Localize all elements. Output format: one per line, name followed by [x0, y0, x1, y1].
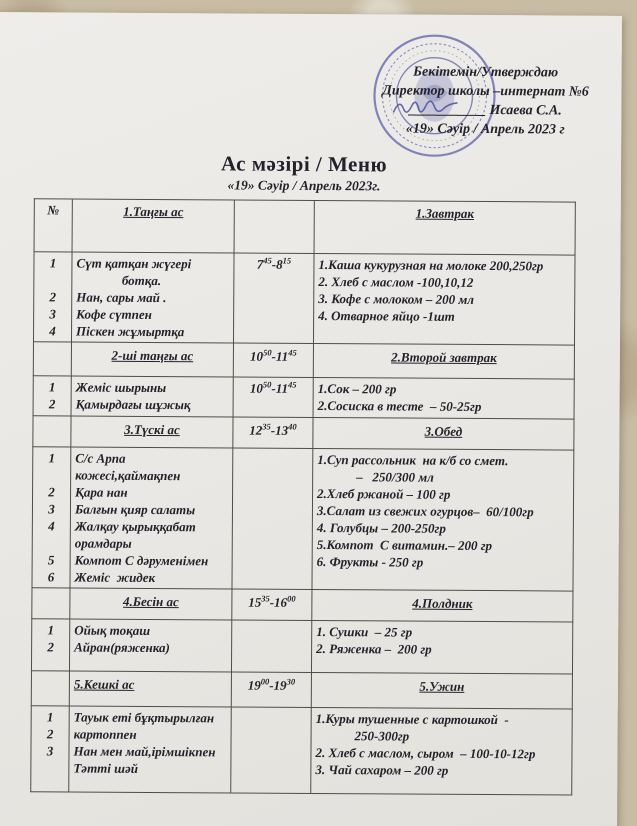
- section-title-ru: 3.Обед: [313, 417, 574, 450]
- time-range: $10^{50}-11^{45}$: [233, 343, 313, 377]
- table-row-snack-header: [32, 588, 573, 622]
- time-range: $19^{00}-19^{30}$: [231, 672, 311, 707]
- paper-document: [0, 12, 622, 826]
- page-title: Ас мәзірі / Меню: [221, 151, 388, 177]
- col-russian-header: [314, 200, 575, 255]
- section-title-ru: 4.Полдник: [312, 589, 573, 622]
- dishes-russian: 1.Куры тушенные с картошкой - 250-300гр 2. Хлеб с маслом, сыром – 100-10-12гр 3. Чай сахаром – 200 гр: [311, 707, 573, 795]
- col-kazakh-header: [72, 199, 234, 253]
- table-row-snack-items: [31, 619, 572, 674]
- director-name: Исаева С.А.: [489, 103, 562, 119]
- dishes-russian: 1.Суп рассольник на к/б со смет. – 250/300 мл 2.Хлеб ржаной – 100 гр 3.Салат из свежих огурцов– 60/100гр 4. Голубцы – 200-250гр 5.Компот С витамин.– 200 гр 6. Фрукты - 250 гр: [312, 448, 574, 591]
- page-subtitle: «19» Сәуір / Апрель 2023г.: [227, 177, 381, 194]
- empty-time-cell: [232, 448, 313, 589]
- table-row-second-breakfast-header: [33, 342, 574, 379]
- empty-cell: [33, 342, 71, 376]
- dishes-kazakh: С/с Арпа кожесі,қаймақпен Қара нан Балғын қияр салаты Жалқау қырыққабат орамдары Компот С дәруменімен Жеміс жидек: [70, 447, 233, 589]
- dishes-kazakh: Жеміс шырыны Қамырдағы шұжық: [71, 376, 233, 417]
- section-title-ru: 1.Завтрак: [415, 205, 475, 221]
- table-row-breakfast-items: [33, 252, 575, 345]
- signature-scribble: [389, 94, 461, 120]
- table-row-second-breakfast-items: [33, 376, 574, 419]
- section-title-ru: 2.Второй завтрак: [313, 343, 574, 379]
- dishes-kazakh: Сүт қатқан жүгері ботқа. Нан, сары май . Кофе сүтпен Піскен жұмыртқа: [71, 252, 234, 343]
- empty-cell: [31, 671, 69, 706]
- table-row-column-header: [34, 199, 575, 255]
- signature-underscores: ___________: [408, 102, 487, 119]
- section-title-kk: 4.Бесін ас: [70, 588, 232, 620]
- approval-date: «19» Сәуір / Апрель 2023 г: [405, 121, 565, 138]
- director-line: Директор школы –интернат №6: [382, 83, 589, 100]
- col-number-header: №: [34, 199, 72, 252]
- table-row-dinner-header: [31, 671, 572, 709]
- item-numbers: 1 2 3: [31, 706, 70, 792]
- section-title-kk: 1.Таңғы ас: [123, 203, 184, 220]
- table-row-lunch-items: [32, 447, 574, 591]
- time-range: $12^{35}-13^{40}$: [233, 417, 313, 448]
- section-title-kk: 3.Түскі ас: [71, 416, 233, 448]
- empty-cell: [32, 588, 70, 619]
- section-title-ru: 5.Ужин: [311, 672, 572, 709]
- table-row-lunch-header: [33, 416, 574, 450]
- time-range: $15^{35}-16^{00}$: [232, 589, 312, 620]
- table-row-dinner-items: [31, 706, 573, 795]
- dishes-kazakh: Тауык еті бұқтырылған картоппен Нан мен май,ірімшікпен Тәтті шәй: [69, 706, 232, 793]
- empty-time-cell: [231, 620, 311, 672]
- item-numbers: 1 2 3 4: [33, 252, 72, 342]
- item-numbers: 1 2: [31, 619, 69, 671]
- section-title-kk: 5.Кешкі ас: [69, 671, 231, 707]
- approve-line: Бекітемін/Утверждаю: [413, 64, 559, 81]
- empty-time-cell: [231, 707, 312, 793]
- dishes-kazakh: Ойық тоқаш Айран(ряженка): [69, 619, 231, 672]
- col-time-header: [234, 200, 314, 253]
- dishes-russian: 1.Сок – 200 гр 2.Сосиска в тесте – 50-25гр: [313, 377, 574, 419]
- time-range: $7^{45}-8^{15}$: [233, 253, 314, 343]
- empty-cell: [33, 416, 71, 447]
- item-numbers: 1 2: [33, 376, 71, 416]
- dishes-russian: 1.Каша кукурузная на молоке 200,250гр 2. Хлеб с маслом -100,10,12 3. Кофе с молоком – 200 мл 4. Отварное яйцо -1шт: [313, 253, 575, 345]
- item-numbers: 1 2 3 4 5 6: [32, 447, 71, 588]
- menu-table: [30, 198, 576, 795]
- section-title-kk: 2-ші таңғы ас: [71, 342, 233, 377]
- time-range: $10^{50}-11^{45}$: [233, 377, 313, 417]
- dishes-russian: 1. Сушки – 25 гр 2. Ряженка – 200 гр: [311, 620, 572, 674]
